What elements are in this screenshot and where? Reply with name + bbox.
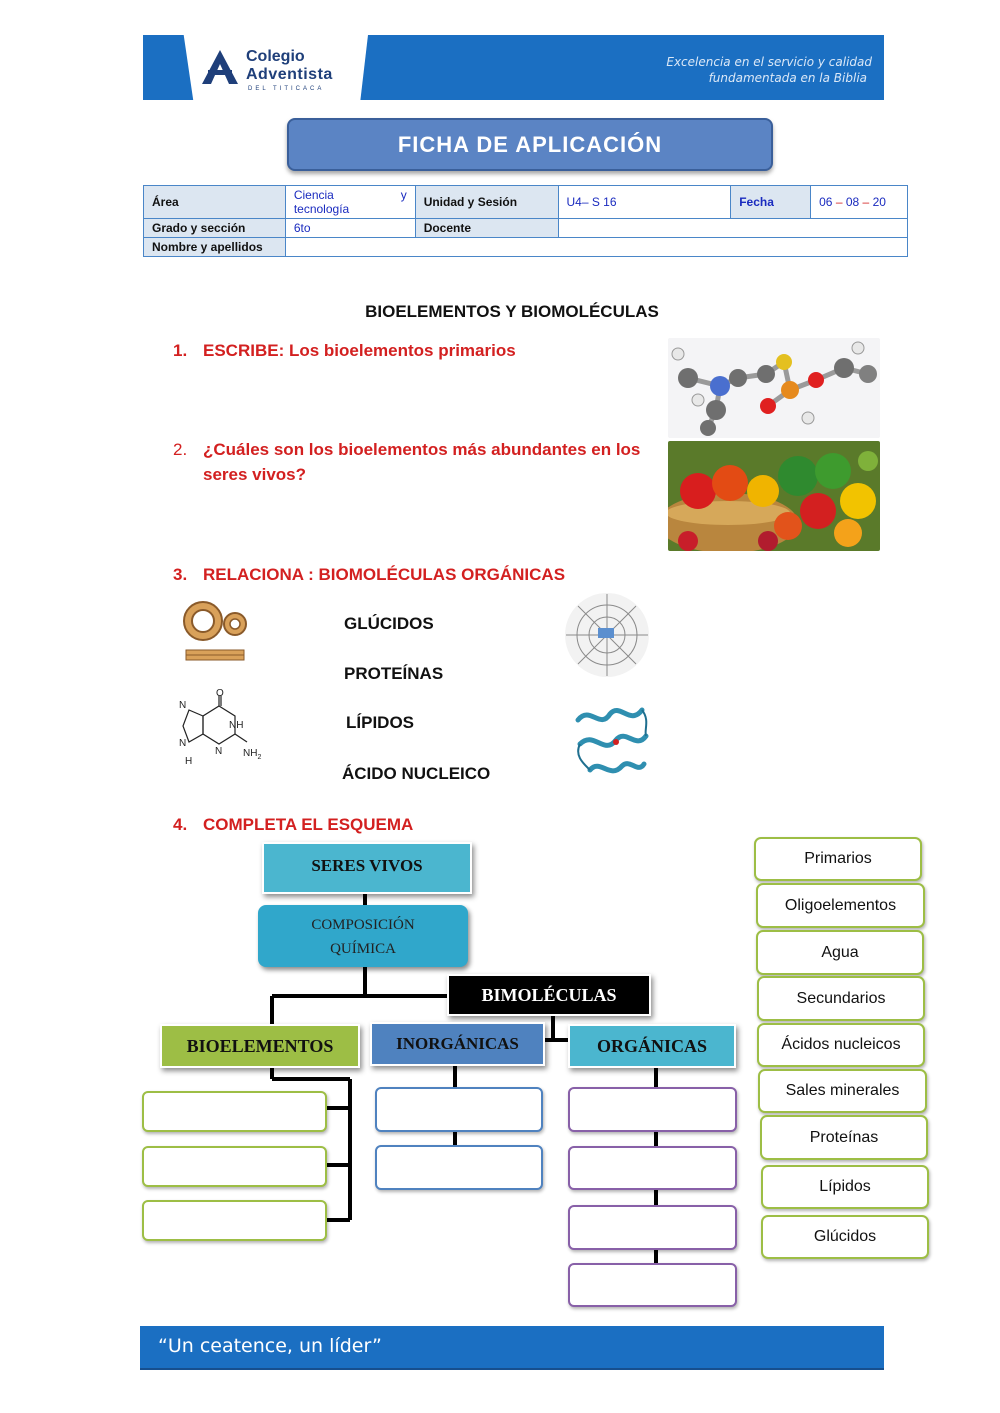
liposome-image [183,594,248,668]
grado-value[interactable]: 6to [285,219,415,238]
glycogen-image [562,590,652,680]
option-glucidos[interactable]: Glúcidos [761,1215,929,1259]
unidad-value[interactable]: U4– S 16 [558,186,731,219]
vegetables-image [668,441,880,551]
option-proteinas[interactable]: Proteínas [760,1115,928,1160]
guanine-h: H [185,756,193,767]
question-2-text-line1: ¿Cuáles son los bioelementos más abundantes en los [203,440,641,459]
question-2-number: 2. [173,440,188,459]
blank-bioelementos-2[interactable] [142,1146,327,1187]
fecha-month: 08 [845,195,860,209]
schema-composicion-line2: QUÍMICA [330,941,396,957]
guanine-n1: N [179,700,187,711]
area-value-word1: Ciencia [293,188,334,202]
question-1-text: ESCRIBE: Los bioelementos primarios [203,341,516,360]
schema-inorganicas: INORGÁNICAS [370,1022,545,1066]
question-1 [173,338,516,363]
logo-text-adventista: Adventista [246,66,333,83]
schema-seres-vivos: SERES VIVOS [262,842,472,894]
logo-text-colegio: Colegio [246,48,305,65]
page-title: FICHA DE APLICACIÓN [287,118,773,171]
schema-composicion-quimica [258,905,468,967]
fecha-year: 20 [872,195,886,209]
guanine-n3: N [215,746,223,757]
blank-bioelementos-1[interactable] [142,1091,327,1132]
molecule-image [668,338,880,438]
grado-label: Grado y sección [144,219,286,238]
biomolecule-acido-nucleico: ÁCIDO NUCLEICO [342,764,491,783]
area-value[interactable] [285,186,415,219]
option-acidos-nucleicos[interactable]: Ácidos nucleicos [757,1023,925,1067]
fecha-separator: – [862,195,870,209]
schema-organicas: ORGÁNICAS [568,1024,736,1068]
school-logo-icon [200,48,240,86]
question-1-number: 1. [173,341,188,360]
fecha-value[interactable] [811,186,908,219]
question-2-text-line2: seres vivos? [203,465,307,484]
option-secundarios[interactable]: Secundarios [757,976,925,1021]
option-agua[interactable]: Agua [756,930,924,975]
guanine-n2: N [179,738,187,749]
protein-image [570,700,652,786]
blank-organicas-3[interactable] [568,1205,737,1250]
blank-organicas-2[interactable] [568,1146,737,1190]
blank-inorganicas-2[interactable] [375,1145,543,1190]
question-3 [173,562,565,587]
info-table [143,185,908,257]
question-4 [173,812,413,837]
blank-inorganicas-1[interactable] [375,1087,543,1132]
blank-organicas-4[interactable] [568,1263,737,1307]
schema-bioelementos: BIOELEMENTOS [160,1024,360,1068]
option-lipidos[interactable]: Lípidos [761,1165,929,1209]
nombre-value[interactable] [285,238,907,257]
biomolecule-proteinas: PROTEÍNAS [344,664,444,683]
question-4-number: 4. [173,815,188,834]
guanine-structure-image [175,688,265,768]
fecha-separator: – [835,195,843,209]
fecha-day: 06 [819,195,833,209]
guanine-nh2: $NH_2$ [243,748,262,761]
docente-label: Docente [415,219,558,238]
question-2 [173,437,640,487]
area-label: Área [144,186,286,219]
header-slogan-line1: Excelencia en el servicio y calidad [666,55,872,69]
section-title: BIOELEMENTOS Y BIOMOLÉCULAS [365,302,659,321]
area-value-y: y [400,188,407,202]
fecha-label: Fecha [731,186,811,219]
guanine-o: O [216,688,224,699]
logo-text-titicaca: DEL TITICACA [248,86,325,92]
header-slogan-line2: fundamentada en la Biblia [708,71,867,85]
question-3-number: 3. [173,565,188,584]
blank-organicas-1[interactable] [568,1087,737,1132]
biomolecule-lipidos: LÍPIDOS [346,713,415,732]
question-4-text: COMPLETA EL ESQUEMA [203,815,414,834]
schema-bimoleculas: BIMOLÉCULAS [447,974,651,1016]
guanine-nh: NH [229,720,244,731]
question-3-text: RELACIONA : BIOMOLÉCULAS ORGÁNICAS [203,565,566,584]
option-oligoelementos[interactable]: Oligoelementos [756,883,925,928]
blank-bioelementos-3[interactable] [142,1200,327,1241]
nombre-label: Nombre y apellidos [144,238,286,257]
docente-value[interactable] [558,219,908,238]
option-primarios[interactable]: Primarios [754,837,922,881]
area-value-word2: tecnología [293,202,350,216]
biomolecule-glucidos: GLÚCIDOS [344,614,434,633]
unidad-label: Unidad y Sesión [415,186,558,219]
footer-motto: “Un ceatence, un líder” [158,1335,382,1357]
schema-composicion-line1: COMPOSICIÓN [311,917,415,933]
option-sales-minerales[interactable]: Sales minerales [758,1069,927,1113]
